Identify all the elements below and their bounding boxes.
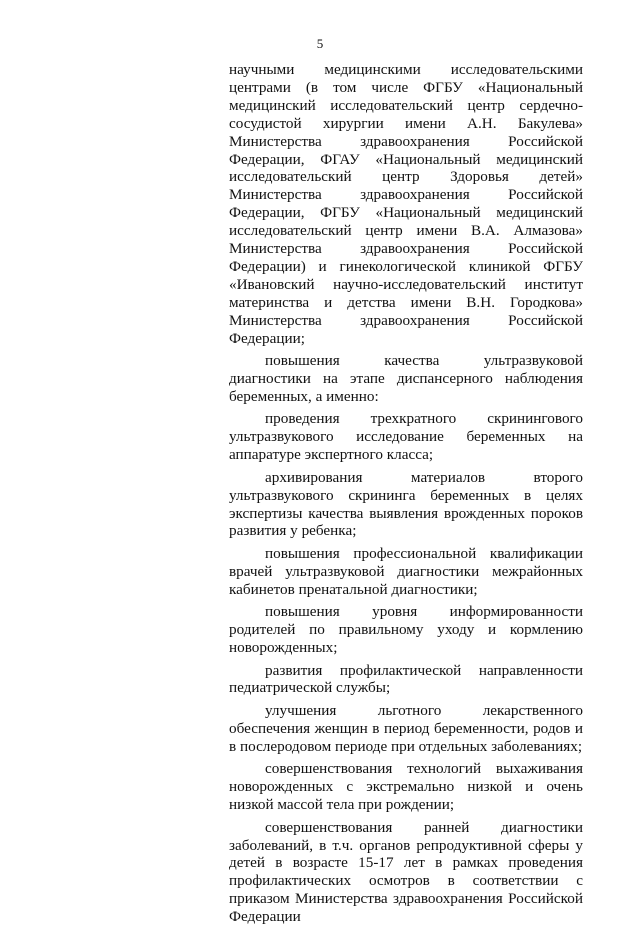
page-number: 5	[316, 36, 324, 51]
document-body	[229, 61, 583, 931]
paragraph-early-diagnostics: совершенствования ранней диагностики заболеваний, в т.ч. органов репродуктивной сферы у детей в возрасте 15-17 лет в рамках проведения профилактических осмотров в соответствии с приказом Министерства здравоохранения Российской Федерации	[229, 818, 583, 926]
paragraph-triple-screening: проведения трехкратного скринингового ультразвукового исследование беременных на аппаратуре экспертного класса;	[229, 410, 583, 464]
paragraph-qualification: повышения профессиональной квалификации врачей ультразвуковой диагностики межрайонных кабинетов пренатальной диагностики;	[229, 544, 583, 598]
paragraph-parent-awareness: повышения уровня информированности родителей по правильному уходу и кормлению новорожденных;	[229, 603, 583, 657]
paragraph-medical-centers: научными медицинскими исследовательскими центрами (в том числе ФГБУ «Национальный медицинский исследовательский центр сердечно-сосудистой хирургии имени А.Н. Бакулева» Министерства здравоохранения Российской Федерации, ФГАУ «Национальный медицинский исследовательский центр Здоровья детей» Министерства здравоохранения Российской Федерации, ФГБУ «Национальный медицинский исследовательский центр имени В.А. Алмазова» Министерства здравоохранения Российской Федерации) и гинекологической клиникой ФГБУ «Ивановский научно-исследовательский институт материнства и детства имени В.Н. Городкова» Министерства здравоохранения Российской Федерации;	[229, 61, 583, 347]
paragraph-pediatric-prevention: развития профилактической направленности педиатрической службы;	[229, 661, 583, 697]
paragraph-newborn-care: совершенствования технологий выхаживания новорожденных с экстремально низкой и очень низкой массой тела при рождении;	[229, 760, 583, 814]
paragraph-archiving: архивирования материалов второго ультразвукового скрининга беременных в целях экспертизы качества выявления врожденных пороков развития у ребенка;	[229, 468, 583, 540]
paragraph-drug-provision: улучшения льготного лекарственного обеспечения женщин в период беременности, родов и в послеродовом периоде при отдельных заболеваниях;	[229, 701, 583, 755]
paragraph-ultrasound-quality: повышения качества ультразвуковой диагностики на этапе диспансерного наблюдения беременных, а именно:	[229, 352, 583, 405]
